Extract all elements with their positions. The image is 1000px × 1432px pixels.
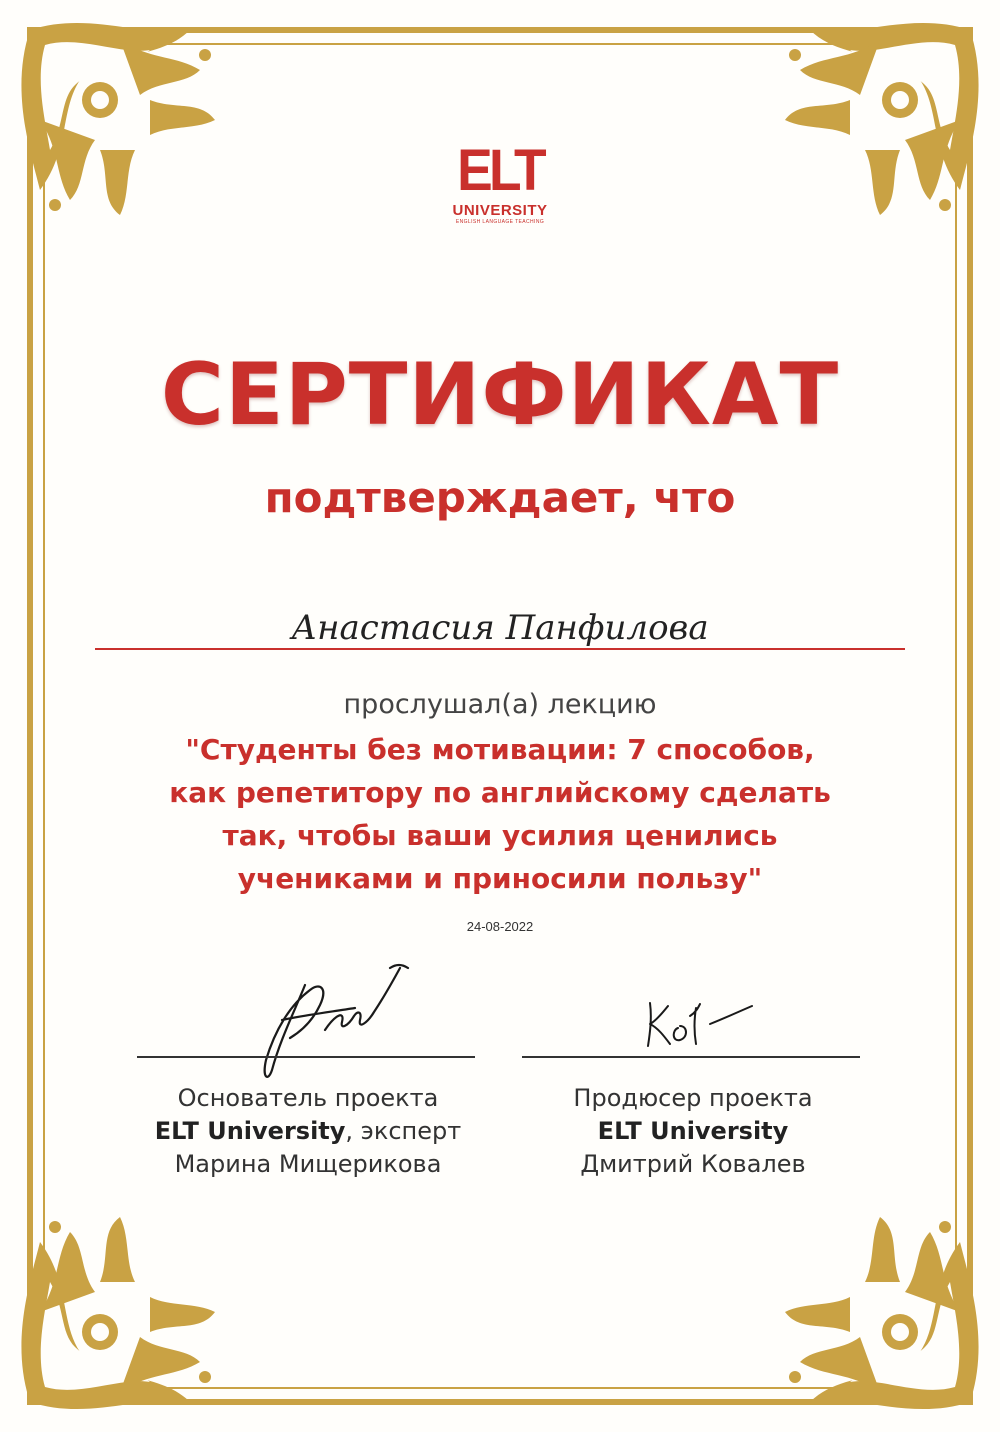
recipient-name: Анастасия Панфилова bbox=[291, 608, 709, 648]
lecture-title-line: как репетитору по английскому сделать bbox=[169, 776, 831, 809]
producer-signature-line bbox=[522, 1056, 860, 1058]
certificate-subtitle: подтверждает, что bbox=[264, 473, 736, 522]
certificate-date: 24-08-2022 bbox=[466, 919, 534, 934]
lecture-title bbox=[90, 728, 910, 900]
lecture-intro: прослушал(а) лекцию bbox=[343, 689, 657, 720]
signer-role: Основатель проекта bbox=[177, 1084, 439, 1112]
recipient-underline bbox=[95, 648, 905, 650]
logo-main-text: ELT bbox=[457, 138, 543, 203]
signer-org-row bbox=[503, 1115, 883, 1148]
signer-role: Продюсер проекта bbox=[573, 1084, 813, 1112]
logo-tagline: ENGLISH LANGUAGE TEACHING bbox=[455, 219, 545, 225]
logo-sub-text: UNIVERSITY bbox=[452, 202, 548, 219]
signer-org-row bbox=[118, 1115, 498, 1148]
lecture-title-line: "Студенты без мотивации: 7 способов, bbox=[185, 733, 815, 766]
signer-producer bbox=[503, 1082, 883, 1181]
signer-org: ELT University bbox=[154, 1117, 346, 1145]
founder-signature bbox=[250, 960, 420, 1085]
signer-name: Дмитрий Ковалев bbox=[580, 1150, 806, 1178]
elt-university-logo bbox=[445, 138, 555, 226]
signer-founder bbox=[118, 1082, 498, 1181]
certificate-title: СЕРТИФИКАТ bbox=[160, 345, 840, 445]
signer-org-suffix: , эксперт bbox=[345, 1117, 462, 1145]
signer-org: ELT University bbox=[597, 1117, 789, 1145]
lecture-title-line: учениками и приносили пользу" bbox=[237, 862, 763, 895]
signer-name: Марина Мищерикова bbox=[174, 1150, 442, 1178]
founder-signature-line bbox=[137, 1056, 475, 1058]
lecture-title-line: так, чтобы ваши усилия ценились bbox=[222, 819, 778, 852]
producer-signature bbox=[630, 988, 760, 1053]
